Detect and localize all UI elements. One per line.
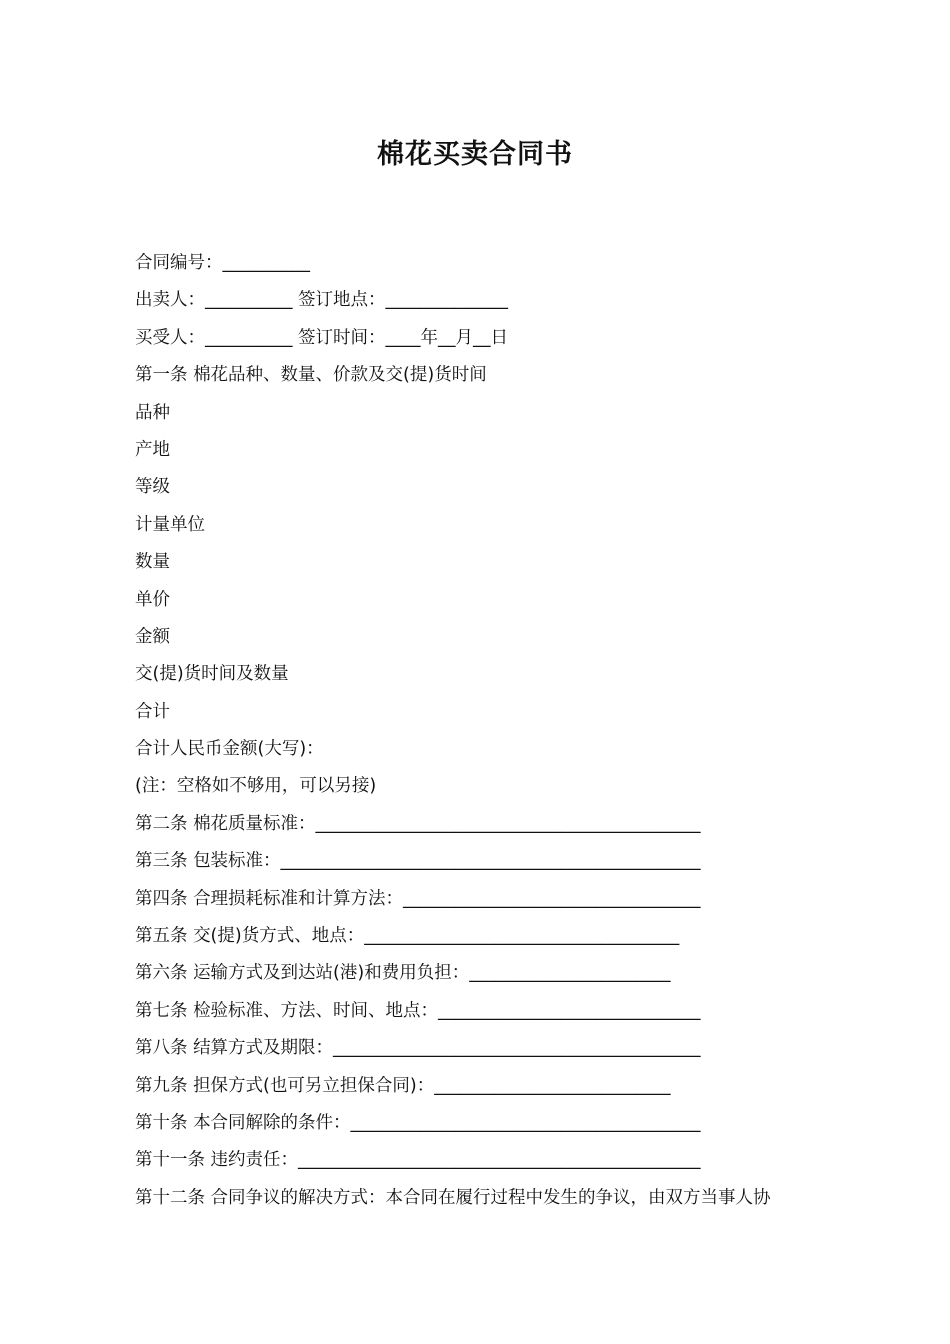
field-amount: 金额 bbox=[135, 626, 170, 647]
article-10: 第十条 本合同解除的条件：________________________________________ bbox=[135, 1112, 701, 1133]
article-8: 第八条 结算方式及期限：__________________________________________ bbox=[135, 1038, 701, 1059]
article-2: 第二条 棉花质量标准：____________________________________________ bbox=[135, 813, 701, 834]
article-7: 第七条 检验标准、方法、时间、地点：______________________________ bbox=[135, 1000, 701, 1021]
field-total: 合计 bbox=[135, 701, 170, 722]
field-origin: 产地 bbox=[135, 439, 170, 460]
field-unit-price: 单价 bbox=[135, 589, 170, 610]
document-title: 棉花买卖合同书 bbox=[377, 139, 573, 170]
field-delivery-time-qty: 交(提)货时间及数量 bbox=[135, 664, 289, 685]
article-1-heading: 第一条 棉花品种、数量、价款及交(提)货时间 bbox=[135, 365, 487, 386]
article-5: 第五条 交(提)货方式、地点：____________________________________ bbox=[135, 926, 680, 947]
seller-signing-place-line: 出卖人：__________ 签订地点：______________ bbox=[135, 290, 509, 311]
article-12: 第十二条 合同争议的解决方式：本合同在履行过程中发生的争议，由双方当事人协 bbox=[135, 1187, 771, 1208]
contract-body bbox=[135, 245, 855, 1217]
field-total-rmb: 合计人民币金额(大写)： bbox=[135, 739, 324, 760]
contract-number-line: 合同编号：__________ bbox=[135, 253, 310, 273]
article-6: 第六条 运输方式及到达站(港)和费用负担：_______________________ bbox=[135, 963, 671, 984]
note-line: (注：空格如不够用，可以另接) bbox=[135, 776, 377, 797]
field-grade: 等级 bbox=[135, 477, 170, 498]
article-4: 第四条 合理损耗标准和计算方法：__________________________________ bbox=[135, 888, 701, 909]
field-unit: 计量单位 bbox=[135, 514, 205, 535]
field-quantity: 数量 bbox=[135, 552, 170, 573]
article-3: 第三条 包装标准：________________________________________________ bbox=[135, 851, 701, 872]
field-variety: 品种 bbox=[135, 402, 170, 423]
article-11: 第十一条 违约责任：______________________________________________ bbox=[135, 1150, 701, 1171]
article-9: 第九条 担保方式(也可另立担保合同)：___________________________ bbox=[135, 1075, 671, 1096]
buyer-signing-time-line: 买受人：__________ 签订时间：____年__月__日 bbox=[135, 327, 509, 348]
